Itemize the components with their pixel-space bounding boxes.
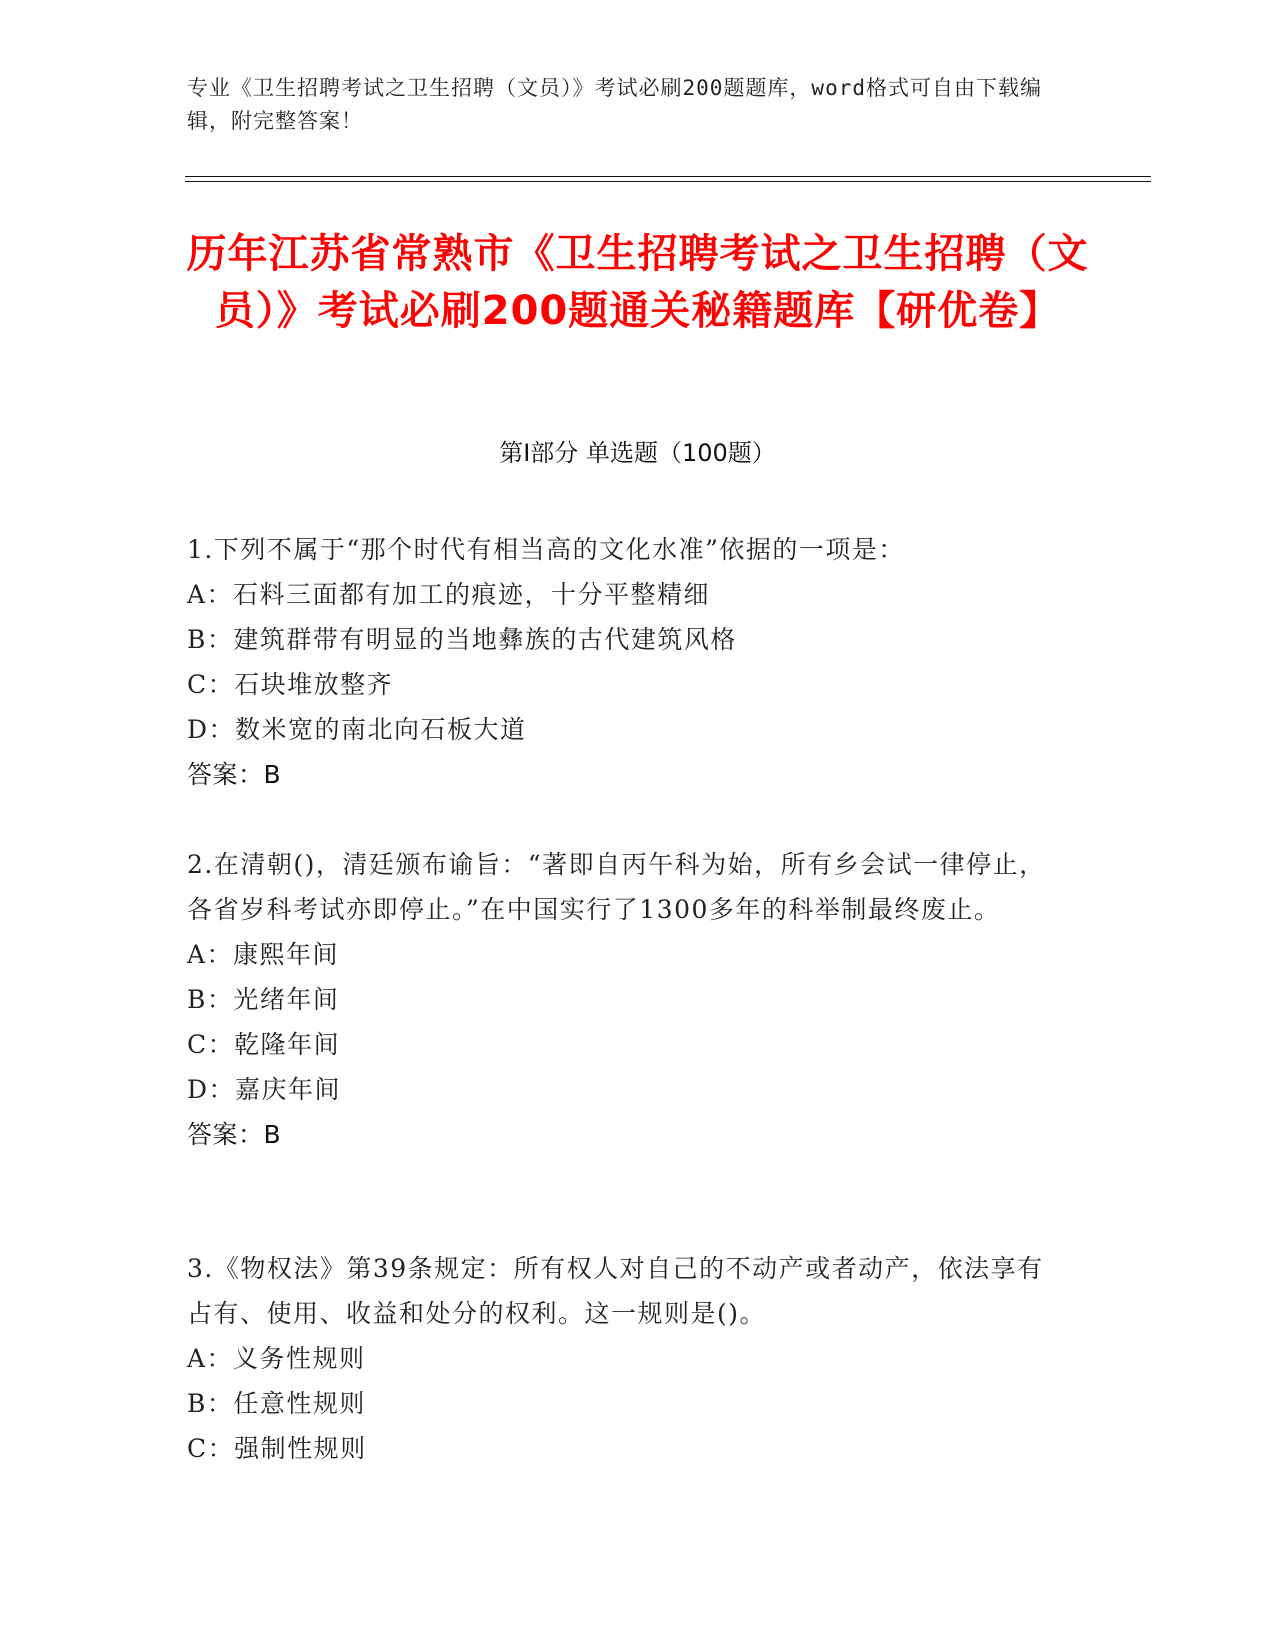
- answer: 答案：B: [187, 760, 282, 789]
- header-divider-bottom: [185, 181, 1151, 182]
- section-heading: 第I部分 单选题（100题）: [499, 439, 776, 467]
- option-d: D：数米宽的南北向石板大道: [187, 715, 527, 744]
- question-stem: 2.在清朝()，清廷颁布谕旨：“著即自丙午科为始，所有乡会试一律停止，各省岁科考试亦即停止。”在中国实行了1300多年的科举制最终废止。: [187, 850, 1046, 924]
- option-c: C：石块堆放整齐: [187, 670, 394, 699]
- option-a: A：康熙年间: [187, 940, 340, 969]
- question-2: [187, 842, 1067, 1157]
- option-d: D：嘉庆年间: [187, 1075, 342, 1104]
- document-title: 历年江苏省常熟市《卫生招聘考试之卫生招聘（文员）》考试必刷200题通关秘籍题库【研优卷】: [186, 231, 1089, 334]
- question-stem: 3.《物权法》第39条规定：所有权人对自己的不动产或者动产，依法享有占有、使用、收益和处分的权利。这一规则是()。: [187, 1254, 1044, 1328]
- header-divider-top: [185, 176, 1151, 177]
- header-note: 专业《卫生招聘考试之卫生招聘（文员）》考试必刷200题题库，word格式可自由下载编辑，附完整答案！: [187, 76, 1042, 133]
- option-c: C：乾隆年间: [187, 1030, 341, 1059]
- question-stem: 1.下列不属于“那个时代有相当高的文化水准”依据的一项是：: [187, 535, 905, 564]
- answer: 答案：B: [187, 1120, 282, 1149]
- question-1: [187, 527, 1067, 797]
- option-c: C：强制性规则: [187, 1434, 367, 1463]
- question-3: [187, 1246, 1067, 1471]
- option-b: B：建筑群带有明显的当地彝族的古代建筑风格: [187, 625, 737, 654]
- option-a: A：义务性规则: [187, 1344, 366, 1373]
- option-a: A：石料三面都有加工的痕迹，十分平整精细: [187, 580, 711, 609]
- option-b: B：光绪年间: [187, 985, 340, 1014]
- option-b: B：任意性规则: [187, 1389, 366, 1418]
